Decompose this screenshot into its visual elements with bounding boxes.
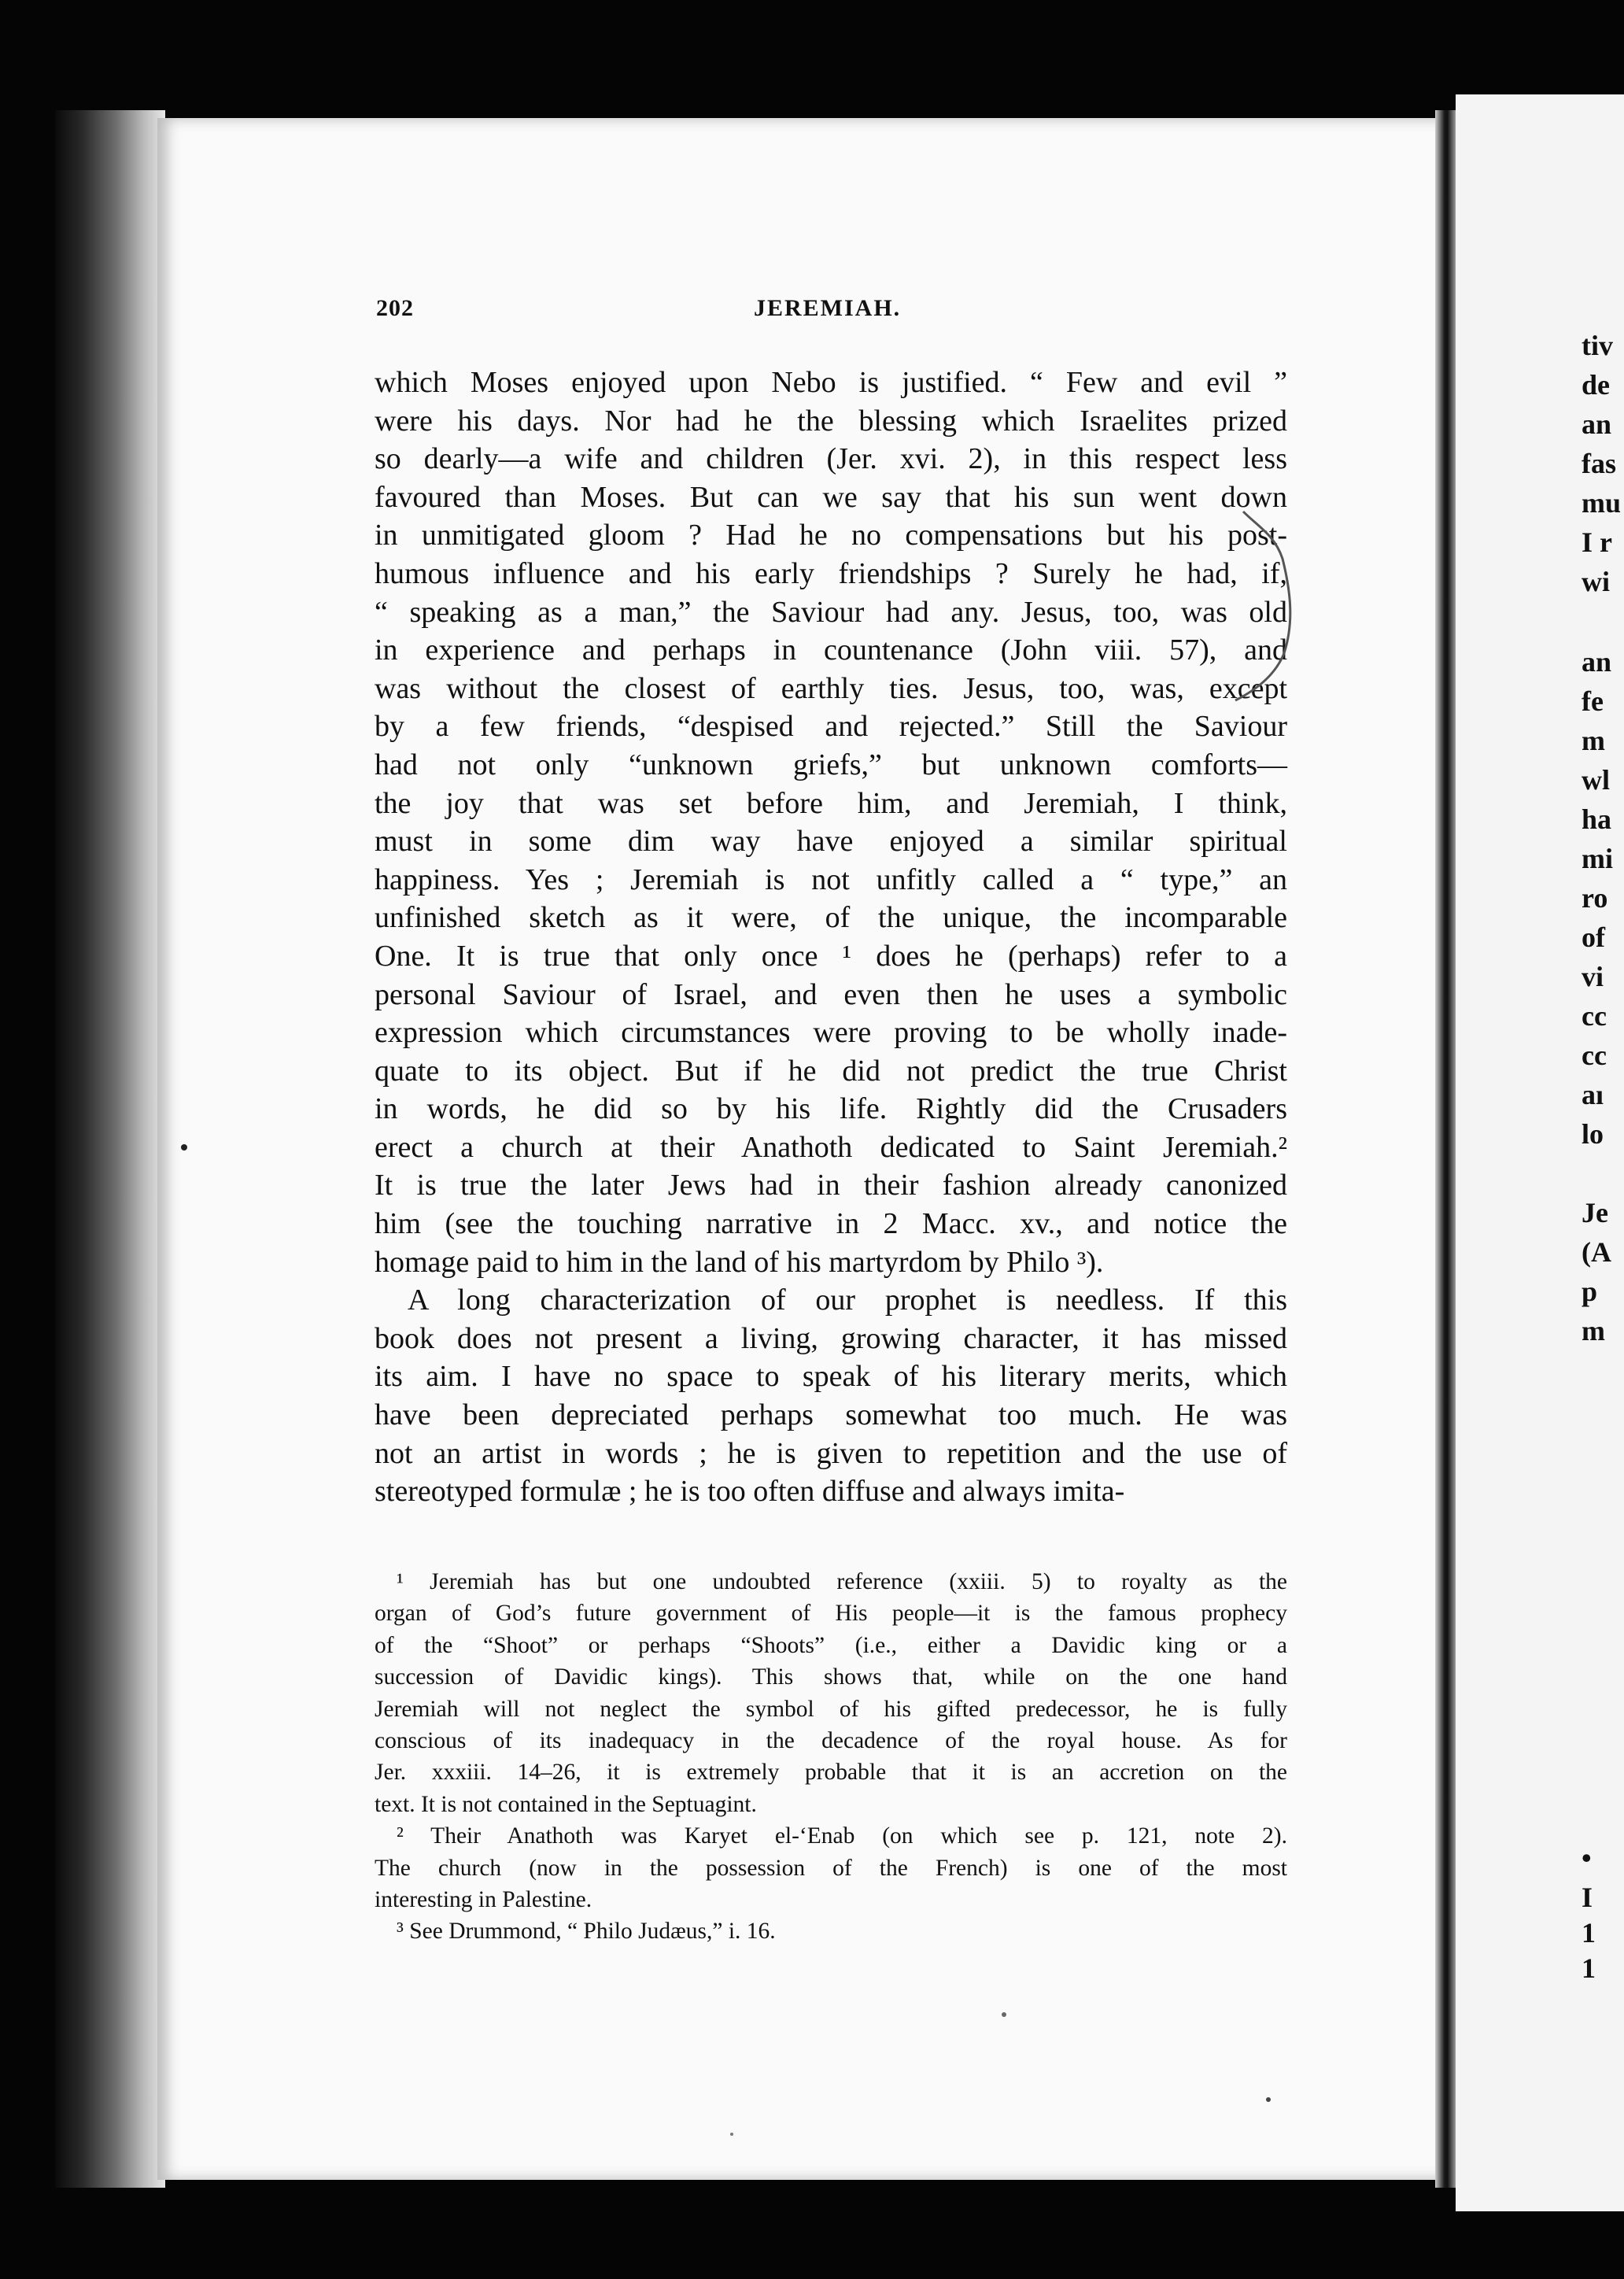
next-page-fragment: mi	[1582, 843, 1613, 874]
body-line: were his days. Nor had he the blessing which Israelites prized	[375, 404, 1287, 438]
next-page-fragment: Je	[1582, 1197, 1608, 1228]
body-line: book does not present a living, growing character, it has missed	[375, 1321, 1287, 1355]
body-line: was without the closest of earthly ties. Jesus, too, was, except	[375, 671, 1287, 705]
body-line: erect a church at their Anathoth dedicated to Saint Jeremiah.²	[375, 1130, 1287, 1164]
body-line: favoured than Moses. But can we say that his sun went down	[375, 480, 1287, 514]
next-page-fragment: m	[1582, 725, 1605, 756]
book-spine	[55, 110, 165, 2188]
body-line: in unmitigated gloom ? Had he no compensations but his post-	[375, 519, 1287, 552]
next-page-fragment: cc	[1582, 1000, 1607, 1032]
next-page-fragment: I	[1582, 1882, 1593, 1913]
footnote-line: Jeremiah will not neglect the symbol of his gifted predecessor, he is fully	[375, 1696, 1287, 1722]
body-line: the joy that was set before him, and Jeremiah, I think,	[375, 786, 1287, 820]
footnote-line: Jer. xxxiii. 14–26, it is extremely probable that it is an accretion on the	[375, 1760, 1287, 1786]
page-number: 202	[376, 295, 414, 321]
body-line: expression which circumstances were proving to be wholly inade-	[375, 1016, 1287, 1050]
next-page-fragment: mu	[1582, 487, 1622, 519]
footnote-line: interesting in Palestine.	[375, 1886, 592, 1912]
footnote-line: succession of Davidic kings). This shows that, while on the one hand	[375, 1664, 1287, 1690]
next-page-fragment: fe	[1582, 685, 1604, 717]
next-page-fragment: an	[1582, 646, 1612, 678]
footnotes	[375, 1566, 1287, 1948]
footnote-line: of the “Shoot” or perhaps “Shoots” (i.e., either a Davidic king or a	[375, 1632, 1287, 1658]
next-page-fragment: tiv	[1582, 330, 1613, 361]
footnote-line: The church (now in the possession of the French) is one of the most	[375, 1855, 1287, 1881]
body-line: in experience and perhaps in countenance (John viii. 57), and	[375, 633, 1287, 667]
next-page-fragment: 1	[1582, 1952, 1596, 1984]
next-page-fragment: (A	[1582, 1236, 1611, 1268]
next-page-fragment: 1	[1582, 1917, 1596, 1948]
body-line: homage paid to him in the land of his martyrdom by Philo ³).	[375, 1245, 1104, 1279]
footnote-line: text. It is not contained in the Septuagint.	[375, 1791, 757, 1817]
body-line: “ speaking as a man,” the Saviour had any. Jesus, too, was old	[375, 595, 1287, 629]
running-title: JEREMIAH.	[754, 295, 902, 321]
footnote-line: conscious of its inadequacy in the decadence of the royal house. As for	[375, 1727, 1287, 1753]
body-line: unfinished sketch as it were, of the unique, the incomparable	[375, 901, 1287, 935]
body-line: must in some dim way have enjoyed a similar spiritual	[375, 825, 1287, 859]
body-line: had not only “unknown griefs,” but unknown comforts—	[375, 748, 1287, 781]
body-line: have been depreciated perhaps somewhat too much. He was	[375, 1398, 1287, 1432]
body-text	[375, 364, 1287, 1511]
next-page-fragment: ro	[1582, 882, 1608, 914]
body-line: It is true the later Jews had in their fashion already canonized	[375, 1169, 1287, 1202]
next-page-fragment: ha	[1582, 803, 1612, 835]
body-line: which Moses enjoyed upon Nebo is justified. “ Few and evil ”	[375, 366, 1287, 399]
page-gutter	[1435, 110, 1456, 2188]
next-page-edge	[1456, 94, 1624, 2211]
next-page-fragment: wi	[1582, 566, 1610, 597]
body-line: personal Saviour of Israel, and even then he uses a symbolic	[375, 977, 1287, 1011]
next-page-fragment: vi	[1582, 961, 1604, 992]
next-page-fragment: of	[1582, 922, 1605, 953]
running-head	[376, 295, 1289, 327]
next-page-fragment: an	[1582, 408, 1612, 440]
footnote-line: ³ See Drummond, “ Philo Judæus,” i. 16.	[397, 1919, 776, 1945]
next-page-fragment: de	[1582, 369, 1610, 401]
body-line: him (see the touching narrative in 2 Macc. xv., and notice the	[375, 1207, 1287, 1241]
body-line: humous influence and his early friendships ? Surely he had, if,	[375, 556, 1287, 590]
next-page-fragment: m	[1582, 1315, 1605, 1346]
body-line: in words, he did so by his life. Rightly did the Crusaders	[375, 1092, 1287, 1126]
next-page-fragment: p	[1582, 1276, 1598, 1307]
body-line: by a few friends, “despised and rejected.” Still the Saviour	[375, 710, 1287, 744]
next-page-fragment: wl	[1582, 764, 1610, 796]
next-page-fragment: aı	[1582, 1079, 1604, 1110]
pencil-margin-mark	[1227, 504, 1369, 708]
footnote-line: organ of God’s future government of His people—it is the famous prophecy	[375, 1601, 1287, 1627]
next-page-fragment: •	[1582, 1842, 1592, 1874]
next-page-fragment: cc	[1582, 1040, 1607, 1071]
body-line: not an artist in words ; he is given to repetition and the use of	[375, 1436, 1287, 1470]
body-line: its aim. I have no space to speak of his literary merits, which	[375, 1360, 1287, 1394]
footnote-line: ¹ Jeremiah has but one undoubted reference (xxiii. 5) to royalty as the	[397, 1569, 1287, 1594]
body-line: happiness. Yes ; Jeremiah is not unfitly called a “ type,” an	[375, 862, 1287, 896]
body-line: quate to its object. But if he did not predict the true Christ	[375, 1054, 1287, 1088]
body-line: so dearly—a wife and children (Jer. xvi. 2), in this respect less	[375, 442, 1287, 476]
body-line: stereotyped formulæ ; he is too often diffuse and always imita-	[375, 1475, 1125, 1509]
body-line: One. It is true that only once ¹ does he (perhaps) refer to a	[375, 939, 1287, 973]
next-page-fragment: fas	[1582, 448, 1616, 479]
next-page-fragment: I r	[1582, 526, 1612, 558]
next-page-fragment: lo	[1582, 1118, 1604, 1150]
body-line: A long characterization of our prophet is needless. If this	[408, 1284, 1287, 1317]
footnote-line: ² Their Anathoth was Karyet el-‘Enab (on which see p. 121, note 2).	[397, 1823, 1287, 1849]
